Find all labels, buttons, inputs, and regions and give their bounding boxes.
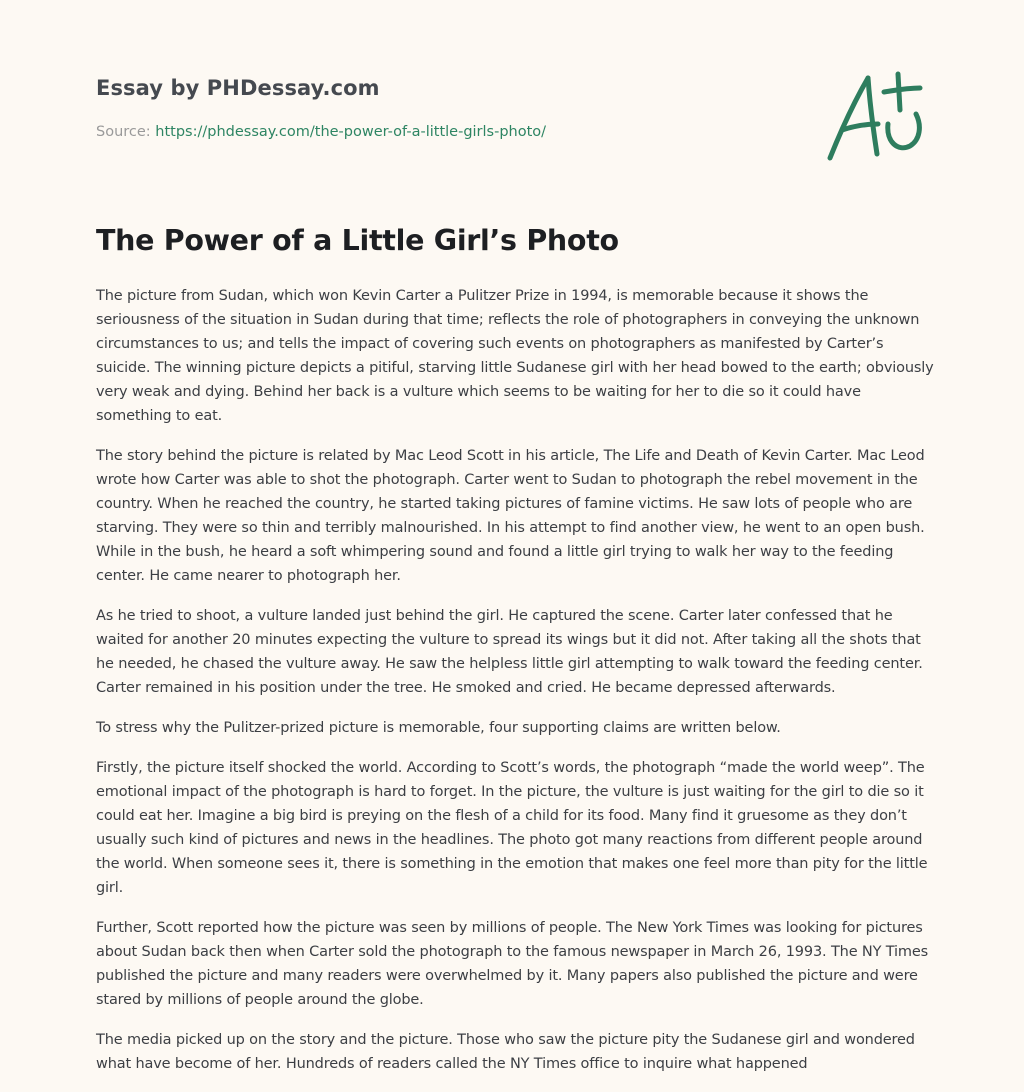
source-link[interactable]: https://phdessay.com/the-power-of-a-little-girls-photo/ — [155, 124, 547, 140]
source-line — [96, 124, 546, 140]
essay-paragraph: Further, Scott reported how the picture was seen by millions of people. The New York Times was looking for pictures about Sudan back then when Carter sold the photograph to the famous newspaper in March 26, 1993. The NY Times published the picture and many readers were overwhelmed by it. Many papers also published the picture and were stared by millions of people around the globe. — [96, 920, 929, 1008]
essay-paragraph: To stress why the Pulitzer-prized picture is memorable, four supporting claims are written below. — [96, 720, 781, 736]
essay-paragraph: The media picked up on the story and the picture. Those who saw the picture pity the Sudanese girl and wondered what have become of her. Hundreds of readers called the NY Times office to inquire what happened — [96, 1032, 915, 1072]
essay-paragraph: As he tried to shoot, a vulture landed just behind the girl. He captured the scene. Carter later confessed that he waited for another 20 minutes expecting the vulture to spread its wings but it did not. After taking all the shots that he needed, he chased the vulture away. He saw the helpless little girl attempting to walk toward the feeding center. Carter remained in his position under the tree. He smoked and cried. He became depressed afterwards. — [96, 608, 923, 696]
essay-paragraph: The picture from Sudan, which won Kevin Carter a Pulitzer Prize in 1994, is memorable because it shows the seriousness of the situation in Sudan during that time; reflects the role of photographers in conveying the unknown circumstances to us; and tells the impact of covering such events on photographers as manifested by Carter’s suicide. The winning picture depicts a pitiful, starving little Sudanese girl with her head bowed to the earth; obviously very weak and dying. Behind her back is a vulture which seems to be waiting for her to die so it could have something to eat. — [96, 288, 934, 424]
site-brand: Essay by PHDessay.com — [96, 76, 380, 100]
essay-body — [96, 284, 936, 1092]
essay-paragraph: Firstly, the picture itself shocked the world. According to Scott’s words, the photograph “made the world weep”. The emotional impact of the photograph is hard to forget. In the picture, the vulture is just waiting for the girl to die so it could eat her. Imagine a big bird is preying on the flesh of a child for its food. Many find it gruesome as they don’t usually such kind of pictures and news in the headlines. The photo got many reactions from different people around the world. When someone sees it, there is something in the emotion that makes one feel more than pity for the little girl. — [96, 760, 928, 896]
essay-title: The Power of a Little Girl’s Photo — [96, 224, 619, 257]
essay-paragraph: The story behind the picture is related by Mac Leod Scott in his article, The Life and Death of Kevin Carter. Mac Leod wrote how Carter was able to shot the photograph. Carter went to Sudan to photograph the rebel movement in the country. When he reached the country, he started taking pictures of famine victims. He saw lots of people who are starving. They were so thin and terribly malnourished. In his attempt to find another view, he went to an open bush. While in the bush, he heard a soft whimpering sound and found a little girl trying to walk her way to the feeding center. He came nearer to photograph her. — [96, 448, 925, 584]
a-plus-grade-icon — [820, 66, 930, 166]
source-label: Source: — [96, 124, 156, 140]
